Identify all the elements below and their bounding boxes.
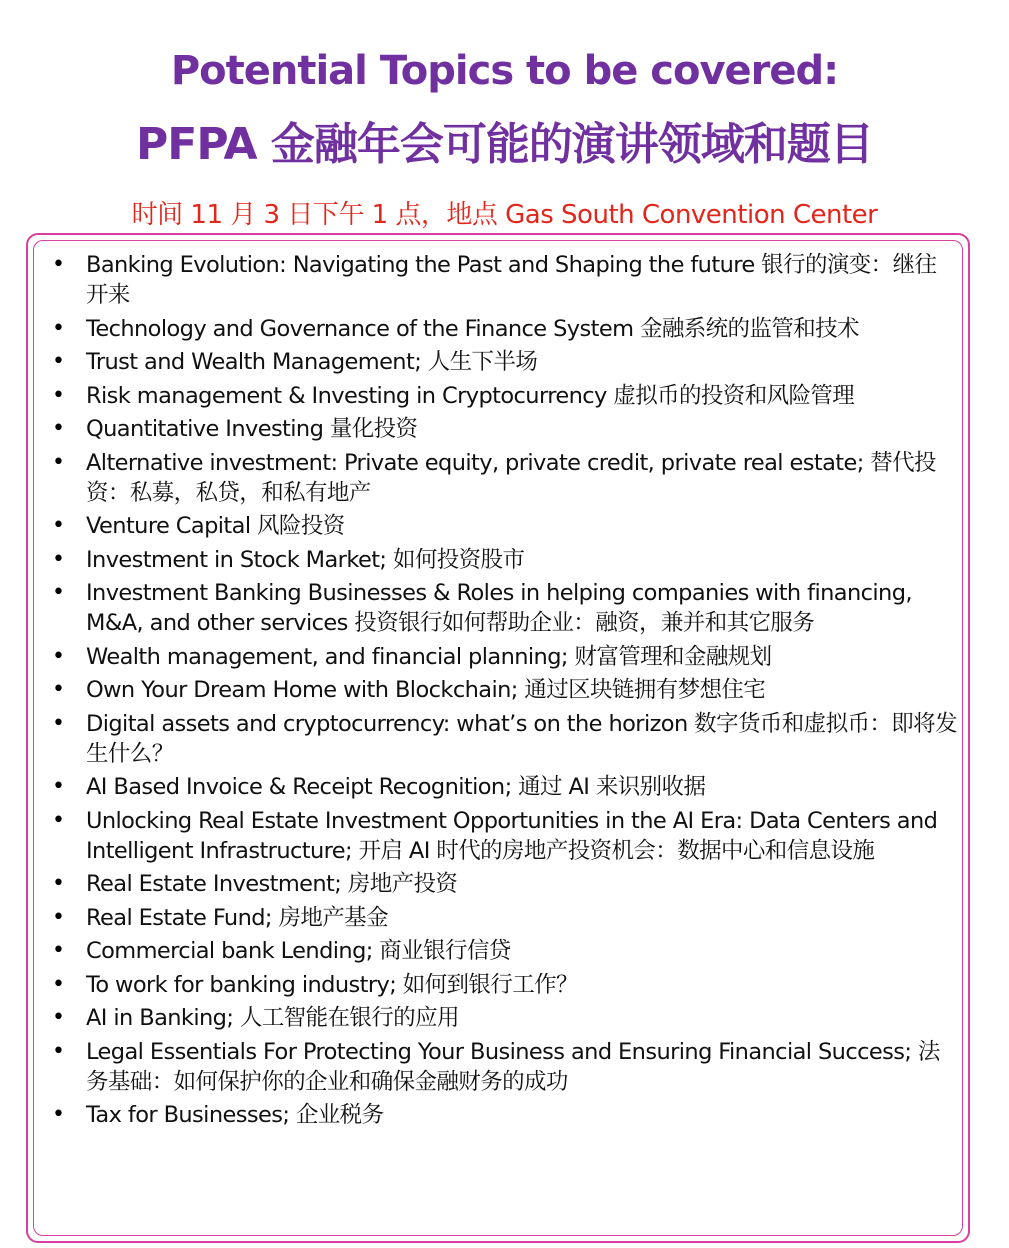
topic-text: Tax for Businesses; 企业税务 — [86, 1102, 384, 1128]
topic-item — [50, 347, 958, 377]
topic-item — [50, 970, 958, 1000]
topic-text: Investment in Stock Market; 如何投资股市 — [86, 546, 525, 573]
bullet-icon: • — [52, 677, 65, 702]
bullet-icon: • — [52, 938, 65, 963]
topic-item — [50, 414, 958, 444]
bullet-icon: • — [52, 1005, 65, 1030]
bullet-icon: • — [52, 971, 65, 997]
topic-item — [50, 448, 958, 508]
topic-text: Unlocking Real Estate Investment Opportunities in the AI Era: Data Centers and Intelligent Infrastructure; 开启 AI 时代的房地产投资机会：数据中心和信息设施 — [86, 807, 938, 864]
topic-text: Alternative investment: Private equity, private credit, private real estate; 替代投资：私募，私贷，和私有地产 — [86, 449, 936, 506]
bullet-icon: • — [52, 1038, 65, 1064]
topic-item — [50, 869, 958, 899]
bullet-icon: • — [52, 871, 65, 896]
bullet-icon: • — [52, 807, 65, 833]
topic-item — [50, 675, 958, 705]
topic-item — [50, 1037, 958, 1097]
event-time-location: 时间 11 月 3 日下午 1 点，地点 Gas South Convention Center — [131, 200, 878, 230]
topic-text: Own Your Dream Home with Blockchain; 通过区块链拥有梦想住宅 — [86, 677, 766, 703]
topic-item — [50, 772, 958, 802]
topic-item — [50, 578, 958, 638]
page-title: Potential Topics to be covered: — [170, 48, 839, 94]
topic-text: AI in Banking; 人工智能在银行的应用 — [86, 1005, 459, 1031]
topic-item — [50, 903, 958, 933]
topic-text: Quantitative Investing 量化投资 — [86, 416, 418, 442]
bullet-icon: • — [52, 349, 65, 374]
topic-text: Risk management & Investing in Cryptocurrency 虚拟币的投资和风险管理 — [86, 382, 855, 409]
topics-list — [50, 250, 958, 1134]
topic-item — [50, 806, 958, 866]
topic-item — [50, 250, 958, 310]
topic-text: Technology and Governance of the Finance System 金融系统的监管和技术 — [86, 315, 859, 342]
topic-item — [50, 511, 958, 541]
bullet-icon: • — [52, 513, 65, 538]
topic-item — [50, 314, 958, 344]
topic-text: Commercial bank Lending; 商业银行信贷 — [86, 938, 511, 964]
topic-text: Investment Banking Businesses & Roles in helping companies with financing, M&A, and other services 投资银行如何帮助企业：融资，兼并和其它服务 — [86, 580, 912, 636]
bullet-icon: • — [52, 315, 65, 341]
topic-item — [50, 936, 958, 966]
bullet-icon: • — [52, 416, 65, 441]
topic-item — [50, 545, 958, 575]
topic-item — [50, 709, 958, 769]
topic-text: AI Based Invoice & Receipt Recognition; 通过 AI 来识别收据 — [86, 774, 706, 800]
topic-text: Digital assets and cryptocurrency: what’s on the horizon 数字货币和虚拟币：即将发生什么？ — [86, 710, 957, 767]
bullet-icon: • — [52, 382, 65, 408]
topic-text: Real Estate Investment; 房地产投资 — [86, 871, 458, 897]
bullet-icon: • — [52, 252, 65, 277]
topic-item — [50, 642, 958, 672]
topic-text: Venture Capital 风险投资 — [86, 513, 345, 539]
bullet-icon: • — [52, 449, 65, 475]
bullet-icon: • — [52, 904, 65, 930]
topic-text: Trust and Wealth Management; 人生下半场 — [86, 349, 538, 375]
bullet-icon: • — [52, 774, 65, 799]
topic-text: Banking Evolution: Navigating the Past and Shaping the future 银行的演变：继往开来 — [86, 252, 937, 308]
topic-item — [50, 1100, 958, 1130]
page-subtitle: PFPA 金融年会可能的演讲领域和题目 — [136, 119, 873, 170]
topic-text: To work for banking industry; 如何到银行工作？ — [86, 971, 578, 998]
bullet-icon: • — [52, 580, 65, 605]
bullet-icon: • — [52, 546, 65, 572]
bullet-icon: • — [52, 643, 65, 669]
topic-text: Real Estate Fund; 房地产基金 — [86, 904, 388, 931]
topic-text: Legal Essentials For Protecting Your Business and Ensuring Financial Success; 法务基础：如何保护你的企业和确保金融财务的成功 — [86, 1038, 940, 1095]
topic-item — [50, 1003, 958, 1033]
bullet-icon: • — [52, 710, 65, 736]
topic-item — [50, 381, 958, 411]
topic-text: Wealth management, and financial planning; 财富管理和金融规划 — [86, 643, 772, 670]
bullet-icon: • — [52, 1102, 65, 1127]
